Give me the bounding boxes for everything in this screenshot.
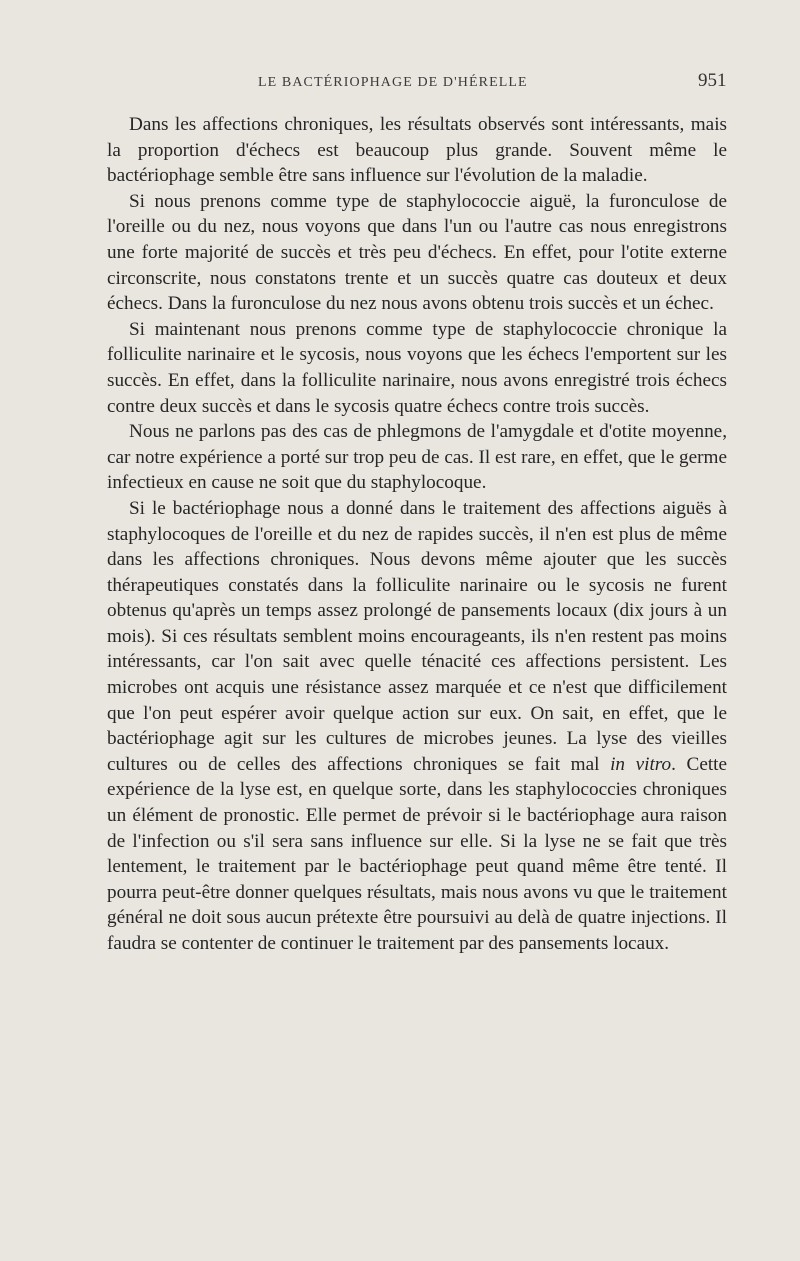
paragraph-2-text: Si nous prenons comme type de staphylococcie aiguë, la furonculose de l'oreille ou du nez, nous voyons que dans l'un ou l'autre cas nous enregistrons une forte majorité de succès et très peu d'échecs. En effet, pour l'otite externe circonscrite, nous constatons trente et un succès quatre cas douteux et deux échecs. Dans la furonculose du nez nous avons obtenu trois succès et un échec. — [107, 190, 727, 315]
paragraph-4-text: Nous ne parlons pas des cas de phlegmons de l'amygdale et d'otite moyenne, car notre expérience a porté sur trop peu de cas. Il est rare, en effet, que le germe infectieux en cause ne soit que du staphylocoque. — [107, 421, 727, 494]
paragraph-1-text: Dans les affections chroniques, les résultats observés sont intéressants, mais la proportion d'échecs est beaucoup plus grande. Souvent même le bactériophage semble être sans influence sur l'évolution de la maladie. — [107, 114, 727, 187]
paragraph-3-text: Si maintenant nous prenons comme type de staphylococcie chronique la folliculite narinaire et le sycosis, nous voyons que les échecs l'emportent sur les succès. En effet, dans la folliculite narinaire, nous avons enregistré trois échecs contre deux succès et dans le sycosis quatre échecs contre trois succès. — [107, 318, 727, 417]
paragraph-3 — [107, 317, 727, 419]
italic-latin-phrase: in vitro — [610, 753, 672, 775]
paragraph-4 — [107, 419, 727, 496]
paragraph-5 — [107, 496, 727, 957]
paragraph-2 — [107, 189, 727, 317]
paragraph-1 — [107, 112, 727, 189]
page-number: 951 — [698, 70, 727, 91]
paragraph-5-text-end: . Cette expérience de la lyse est, en quelque sorte, dans les staphylococcies chroniques un élément de pronostic. Elle permet de prévoir si le bactériophage aura raison de l'infection ou s'il sera sans influence sur elle. Si la lyse ne se fait que très lentement, le traitement par le bactériophage peut quand même être tenté. Il pourra peut-être donner quelques résultats, mais nous avons vu que le traitement général ne doit sous aucun prétexte être poursuivi au delà de quatre injections. Il faudra se contenter de continuer le traitement par des pansements locaux. — [107, 753, 728, 954]
paragraph-5-text-start: Si le bactériophage nous a donné dans le traitement des affections aiguës à staphylocoques de l'oreille et du nez de rapides succès, il n'en est plus de même dans les affections chroniques. Nous devons même ajouter que les succès thérapeutiques constatés dans la folliculite narinaire ou le sycosis ne furent obtenus qu'après un temps assez prolongé de pansements locaux (dix jours à un mois). Si ces résultats semblent moins encourageants, ils n'en restent pas moins intéressants, car l'on sait avec quelle ténacité ces affections persistent. Les microbes ont acquis une résistance assez marquée et ce n'est que difficilement que l'on peut espérer avoir quelque action sur eux. On sait, en effet, que le bactériophage agit sur les cultures de microbes jeunes. La lyse des vieilles cultures ou de celles des affections chroniques se fait mal — [107, 497, 727, 775]
body-text — [107, 112, 727, 957]
running-title: LE BACTÉRIOPHAGE DE D'HÉRELLE — [258, 75, 528, 90]
